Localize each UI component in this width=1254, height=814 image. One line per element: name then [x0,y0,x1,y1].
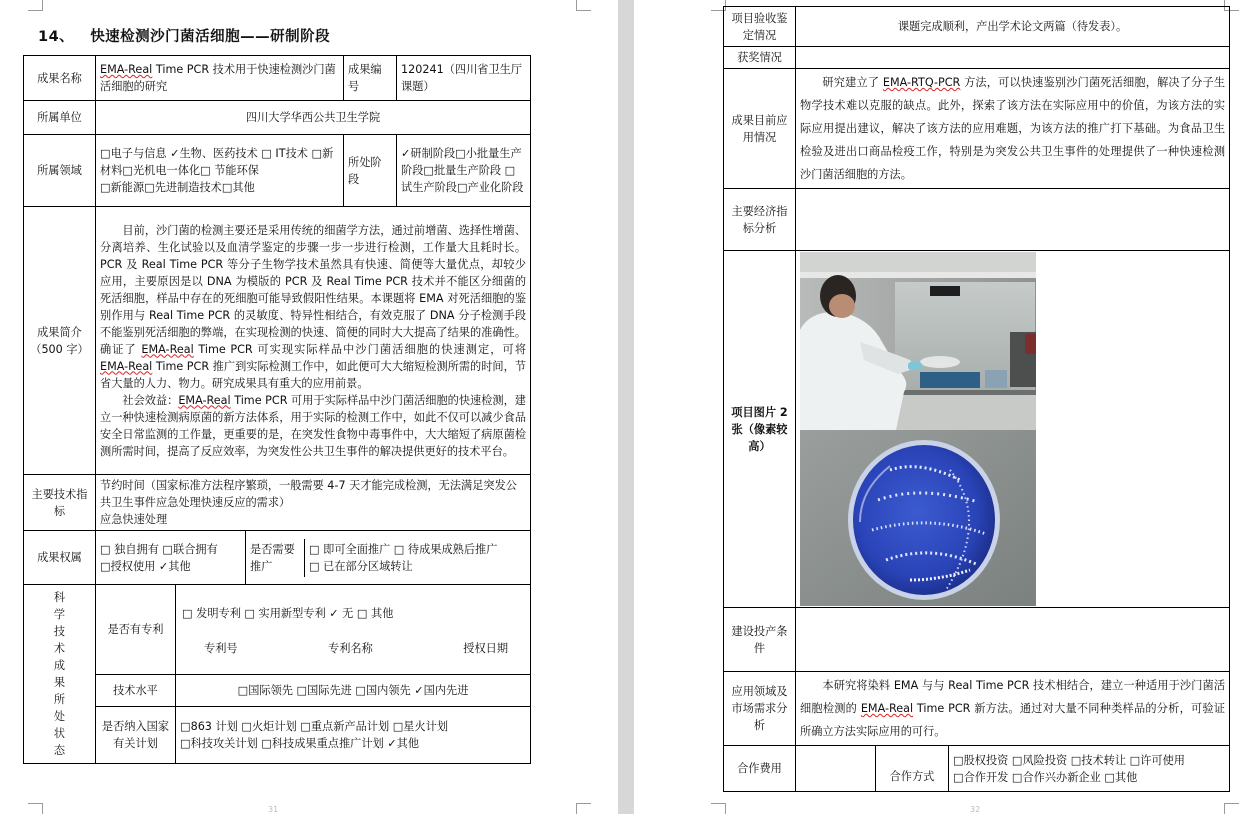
result-name-label: 成果名称 [24,56,96,101]
coop-mode-label: 合作方式 [876,746,949,792]
market-paragraph [800,674,1225,743]
photo-label: 项目图片 2 张（像素较高） [724,251,796,608]
rights-line-2: □授权使用 ✓其他 [100,559,191,573]
patent-options: □ 发明专利 □ 实用新型专利 ✓ 无 □ 其他 [182,606,394,620]
app-text: 研究建立了 [822,76,883,89]
unit-label: 所属单位 [24,101,96,135]
page-number: 31 [268,805,279,814]
build-label: 建设投产条件 [724,608,796,672]
econ-value [796,189,1230,251]
coop-fee-label: 合作费用 [724,746,796,792]
plan-value [176,707,531,764]
patent-date-header: 授权日期 [463,641,509,655]
market-term: EMA-Real [860,702,914,715]
lab-photo [800,252,1036,430]
result-name-prefix: EMA-Real [100,63,153,76]
heading-title: 快速检测沙门菌活细胞——研制阶段 [90,29,331,45]
section-heading [38,25,330,46]
promote-cell [246,531,531,585]
summary-text: Time PCR 可用于实际样品中沙门菌活细胞的快速检测，建立一种快速检测病原菌的新方法体系，用于实际的检测工作中，如此不仅可以减少食品安全日常监测的工作量，更重要的是，在突发性食物中毒事件中，大大缩短了病原菌检测所需时间，提高了反应效率，为突发性公共卫生事件的解决提供更好的技术平台。 [100,393,527,458]
result-no-label: 成果编号 [344,56,397,101]
patent-name-header: 专利名称 [328,641,373,655]
accept-value: 课题完成顺利，产出学术论文两篇（待发表）。 [796,7,1230,47]
page-number: 32 [970,805,981,814]
level-value: □国际领先 □国际先进 □国内领先 ✓国内先进 [176,675,531,707]
patent-cell [176,585,531,675]
page-gutter [618,0,634,814]
summary-label: 成果简介（500 字） [24,207,96,475]
crop-mark [576,0,591,11]
summary-value [96,207,531,475]
summary-text: Time PCR 可实现实际样品中沙门菌活细胞的快速测定，可将 [193,342,527,356]
result-name-rest: Time PCR 技术用于快速检测沙门菌活细胞的研究 [100,63,336,93]
promote-line-1: □ 即可全面推广 □ 待成果成熟后推广 [309,542,498,556]
photo-cell [796,251,1230,608]
petri-dish-photo [800,430,1036,606]
rights-line-1: □ 独自拥有 □联合拥有 [100,542,218,556]
status-label [24,585,96,764]
coop-mode-line-1: □股权投资 □风险投资 □技术转让 □许可使用 [953,753,1185,767]
coop-fee-value [796,746,876,792]
rights-label: 成果权属 [24,531,96,585]
crop-mark [1224,803,1239,814]
summary-term: EMA-Real [178,393,231,407]
result-no-value: 120241（四川省卫生厅课题） [397,56,531,101]
summary-paragraph-1 [100,222,526,392]
accept-label: 项目验收鉴定情况 [724,7,796,47]
unit-value: 四川大学华西公共卫生学院 [96,101,531,135]
coop-mode-line-2: □合作开发 □合作兴办新企业 □其他 [953,770,1138,784]
market-value [796,672,1230,746]
plan-line-1: □863 计划 □火炬计划 □重点新产品计划 □星火计划 [180,720,449,733]
award-label: 获奖情况 [724,47,796,69]
promote-value [305,539,531,577]
field-value [96,135,344,207]
result-name-value [96,56,344,101]
award-value [796,47,1230,69]
app-text: 方法，可以快速鉴别沙门菌死活细胞，解决了分子生物学技术难以克服的缺点。此外，探索了该方法在实际应用中的价值，为该方法的实际应用提出建议，解决了该方法的应用难题，为该方法的推广打下基础。为食品卫生检验及进出口商品检疫工作，特别是为突发公共卫生事件的处理提供了一种快速检测沙门菌活细胞的方法。 [800,76,1226,181]
tech-line-2: 应急快速处理 [100,513,168,526]
app-value [796,69,1230,189]
field-options: □电子与信息 ✓生物、医药技术 □ IT技术 □新材料□光机电一体化□ 节能环保 [100,147,334,177]
crop-mark [576,803,591,814]
crop-mark [28,803,43,814]
promote-line-2: □ 已在部分区域转让 [309,559,413,573]
app-paragraph [800,71,1225,186]
summary-text: Time PCR 推广到实际检测工作中，如此便可大大缩短检测所需的时间，节省大量的人力、物力。研究成果具有重大的应用前景。 [100,359,527,390]
market-text: 本研究将染料 EMA 与与 Real Time PCR 技术相结合，建立一种适用于沙门菌活细胞检测的 [800,679,1226,715]
summary-text: 目前，沙门菌的检测主要还是采用传统的细菌学方法，通过前增菌、选择性增菌、分离培养、生化试验以及血清学鉴定的步骤一步一步进行检测，工作量大且耗时长。PCR 及 Real Time PCR 等分子生物学技术虽然具有快速、简便等大量优点，却较少应用，主要原因是以 DNA 为模版的 PCR 及 Real Time PCR 技术并不能区分细菌的死活细胞，样品中存在的死细胞可能导致假阳性结果。本课题将 EMA 对死活细胞的鉴别作用与 Real Time PCR 的灵敏度、特异性相结合，有效克服了 DNA 分子检测手段不能鉴别死活细胞的弊端，在实现检测的快速、简便的同时大大提高了结果的准确性。确证了 [100,223,527,356]
market-text: Time PCR 新方法。通过对大量不同种类样品的分析，可验证所确立方法实际应用的可行。 [800,702,1226,738]
tech-line-1: 节约时间（国家标准方法程序繁琐，一般需要 4-7 天才能完成检测，无法满足突发公共卫生事件应急处理快速反应的需求） [100,479,517,509]
crop-mark [711,803,726,814]
market-label: 应用领域及市场需求分析 [724,672,796,746]
summary-term: EMA-Real [100,359,153,373]
document-page-left [0,0,618,814]
promote-inner-table [246,539,530,577]
coop-mode-value [949,746,1230,792]
achievement-table [23,55,531,764]
level-label: 技术水平 [96,675,176,707]
summary-paragraph-2 [100,392,526,460]
project-table [723,6,1230,792]
crop-mark [28,0,43,11]
document-page-right [634,0,1254,814]
app-label: 成果目前应用情况 [724,69,796,189]
build-value [796,608,1230,672]
status-label-text: 科学技术成果所处状态 [53,591,66,757]
rights-value [96,531,246,585]
stage-value: ✓研制阶段□小批量生产阶段□批量生产阶段 □试生产阶段□产业化阶段 [397,135,531,207]
summary-text: 社会效益： [122,393,179,407]
field-options-2: □新能源□先进制造技术□其他 [100,181,255,194]
tech-label: 主要技术指标 [24,475,96,531]
econ-label: 主要经济指标分析 [724,189,796,251]
stage-label: 所处阶段 [344,135,397,207]
summary-term: EMA-Real [141,342,194,356]
field-label: 所属领域 [24,135,96,207]
patent-no-header: 专利号 [204,641,238,655]
tech-value [96,475,531,531]
promote-label: 是否需要推广 [246,539,305,577]
patent-label: 是否有专利 [96,585,176,675]
patent-headers [176,624,530,657]
heading-number: 14、 [38,29,75,45]
plan-label: 是否纳入国家有关计划 [96,707,176,764]
app-term: EMA-RTQ-PCR [882,76,961,89]
plan-line-2: □科技攻关计划 □科技成果重点推广计划 ✓其他 [180,737,420,750]
